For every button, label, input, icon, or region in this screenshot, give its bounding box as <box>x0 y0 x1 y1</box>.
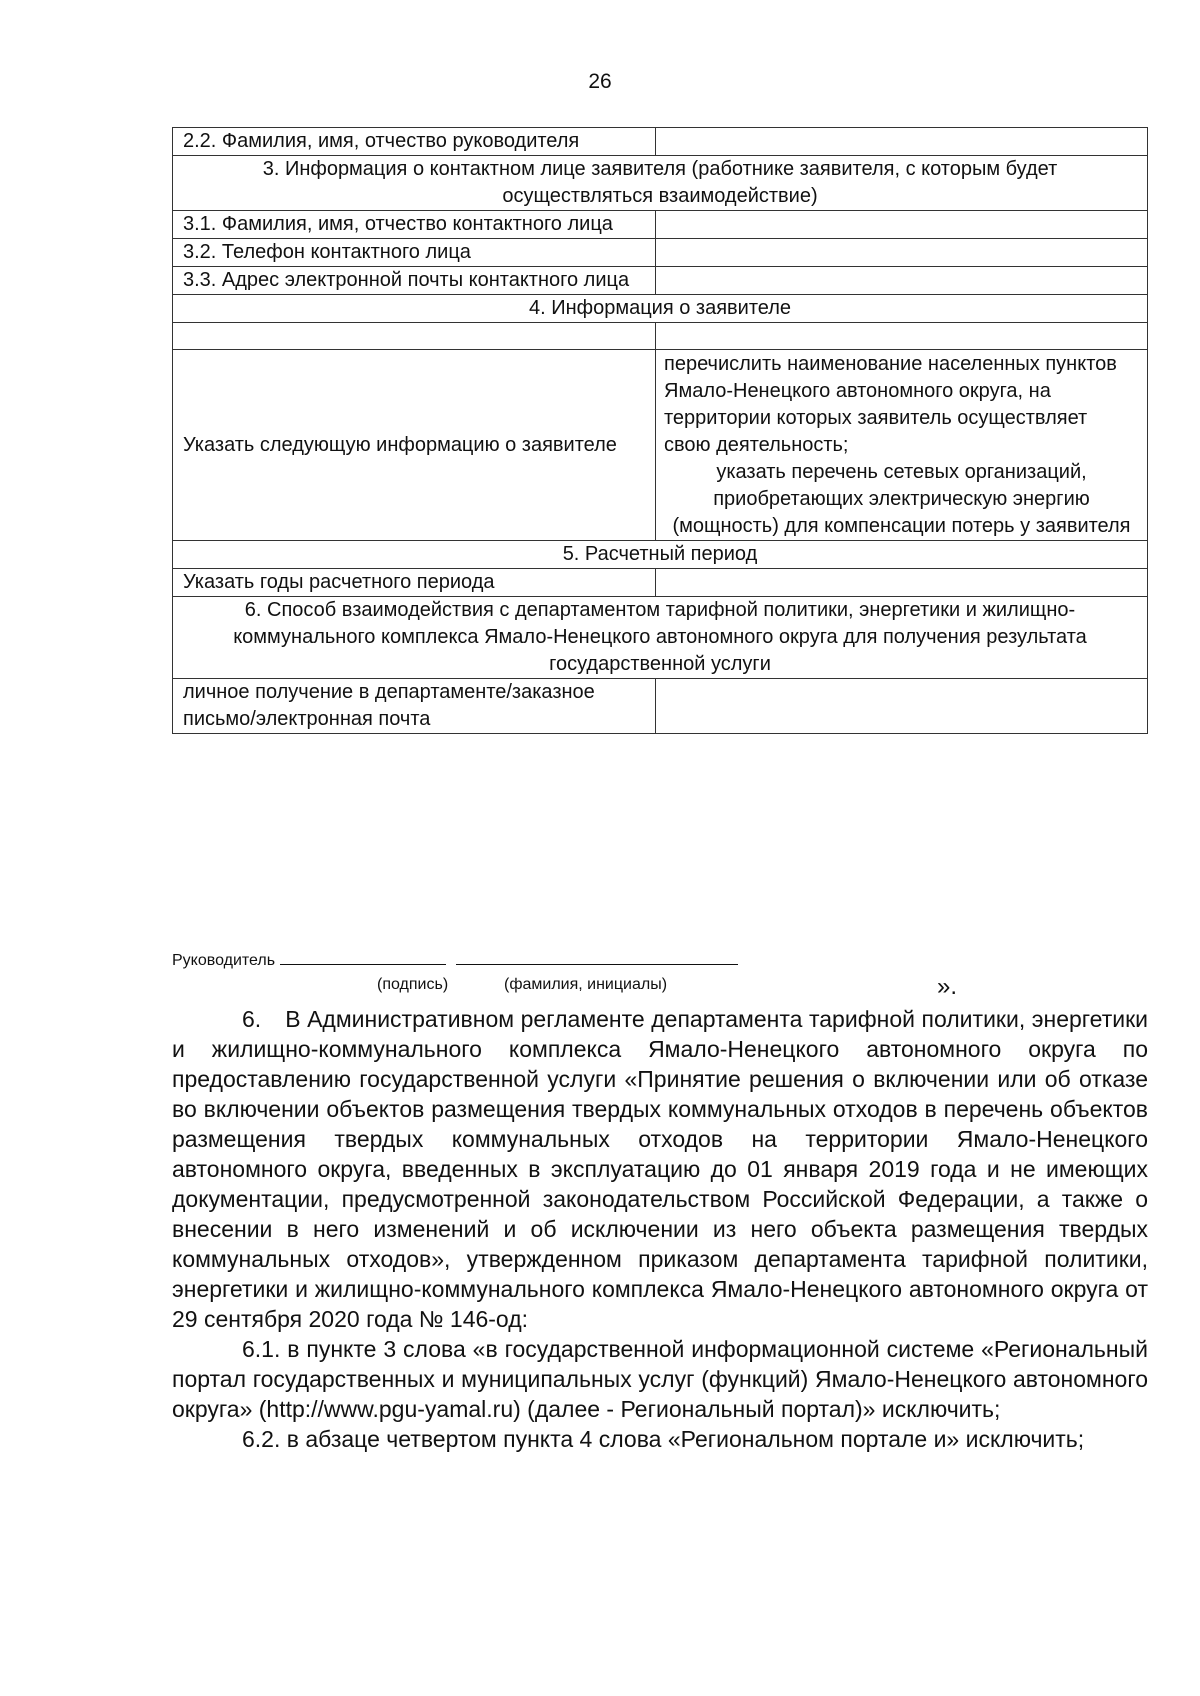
table-cell-empty <box>656 323 1148 350</box>
table-row <box>173 211 1148 239</box>
table-row <box>173 569 1148 597</box>
closing-quote: ». <box>937 973 958 1000</box>
table-cell-interaction-method-value <box>656 679 1148 734</box>
table-cell-contact-name-value <box>656 211 1148 239</box>
table-cell-manager-name-label: 2.2. Фамилия, имя, отчество руководителя <box>173 128 656 156</box>
item-text: В Административном регламенте департамента тарифной политики, энергетики и жилищно-коммунального комплекса Ямало-Ненецкого автономного округа по предоставлению государственной услуги «Принятие решения о включении или об отказе во включении объектов размещения твердых коммунальных отходов в перечень объектов размещения твердых коммунальных отходов на территории Ямало-Ненецкого автономного округа, введенных в эксплуатацию до 01 января 2019 года и не имеющих документации, предусмотренной законодательством Российской Федерации, а также о внесении в него изменений и об исключении из него объекта размещения твердых коммунальных отходов», утвержденном приказом департамента тарифной политики, энергетики и жилищно-коммунального комплекса Ямало-Ненецкого автономного округа от 29 сентября 2020 года № 146-од: <box>172 1006 1148 1332</box>
section-heading-contact-person: 3. Информация о контактном лице заявителя (работнике заявителя, с которым будет осуществляться взаимодействие) <box>173 156 1148 211</box>
table-row <box>173 156 1148 211</box>
section-heading-applicant-info: 4. Информация о заявителе <box>173 295 1148 323</box>
table-cell-contact-email-label: 3.3. Адрес электронной почты контактного лица <box>173 267 656 295</box>
signature-caption: (подпись) <box>377 976 449 993</box>
table-row <box>173 597 1148 679</box>
table-cell-applicant-info-label: Указать следующую информацию о заявителе <box>173 350 656 541</box>
table-row-empty <box>173 323 1148 350</box>
table-cell-period-years-value <box>656 569 1148 597</box>
signature-line <box>280 950 446 965</box>
table-cell-applicant-info-instructions <box>656 350 1148 541</box>
table-cell-empty <box>173 323 656 350</box>
item-text: в пункте 3 слова «в государственной информационной системе «Региональный портал государственных и муниципальных услуг (функций) Ямало-Ненецкого автономного округа» (http://www.pgu-yamal.ru) (далее - Региональный портал)» исключить; <box>172 1336 1148 1422</box>
paragraph-item-6 <box>172 1004 1148 1334</box>
paragraph-item-6-1 <box>172 1334 1148 1424</box>
item-number: 6.1. <box>242 1336 281 1362</box>
table-row <box>173 295 1148 323</box>
application-form-table <box>172 127 1148 734</box>
name-line <box>456 950 738 965</box>
item-number: 6. <box>242 1006 262 1032</box>
table-cell-contact-phone-label: 3.2. Телефон контактного лица <box>173 239 656 267</box>
instruction-settlements: перечислить наименование населенных пунктов Ямало-Ненецкого автономного округа, на территории которых заявитель осуществляет свою деятельность; <box>664 353 1117 456</box>
signature-label: Руководитель <box>172 952 276 969</box>
table-row <box>173 239 1148 267</box>
signature-block <box>172 950 1148 1000</box>
section-heading-period: 5. Расчетный период <box>173 541 1148 569</box>
table-row <box>173 267 1148 295</box>
table-row <box>173 350 1148 541</box>
item-text: в абзаце четвертом пункта 4 слова «Региональном портале и» исключить; <box>286 1426 1085 1452</box>
table-cell-period-years-label: Указать годы расчетного периода <box>173 569 656 597</box>
section-heading-interaction-method: 6. Способ взаимодействия с департаментом тарифной политики, энергетики и жилищно-коммунального комплекса Ямало-Ненецкого автономного округа для получения результата государственной услуги <box>173 597 1148 679</box>
table-row <box>173 128 1148 156</box>
table-cell-contact-name-label: 3.1. Фамилия, имя, отчество контактного лица <box>173 211 656 239</box>
page-number: 26 <box>588 70 612 93</box>
table-row <box>173 679 1148 734</box>
item-number: 6.2. <box>242 1426 281 1452</box>
instruction-grid-organizations: указать перечень сетевых организаций, приобретающих электрическую энергию (мощность) для компенсации потерь у заявителя <box>672 461 1131 537</box>
paragraph-item-6-2 <box>172 1424 1148 1454</box>
name-caption: (фамилия, инициалы) <box>504 976 668 993</box>
table-cell-contact-email-value <box>656 267 1148 295</box>
table-row <box>173 541 1148 569</box>
amendment-text <box>172 1004 1148 1454</box>
table-cell-contact-phone-value <box>656 239 1148 267</box>
table-cell-manager-name-value <box>656 128 1148 156</box>
table-cell-interaction-method-label: личное получение в департаменте/заказное письмо/электронная почта <box>173 679 656 734</box>
